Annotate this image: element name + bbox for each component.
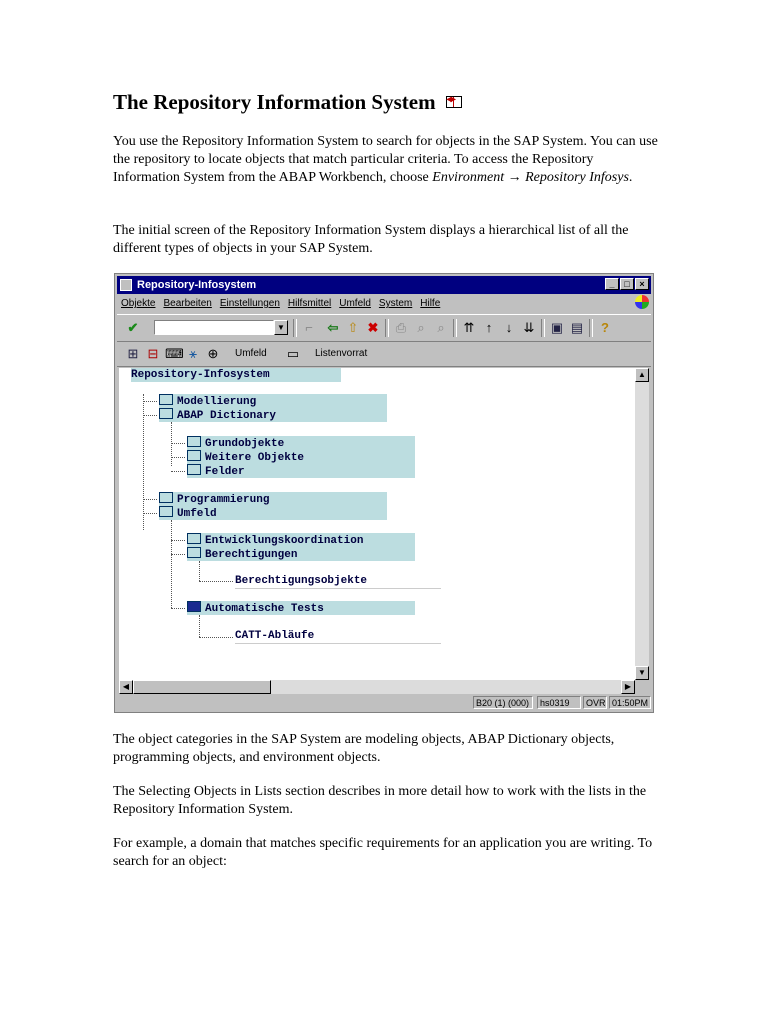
tree-view [119,368,635,680]
expand-subtree-icon[interactable]: ⊞ [127,346,139,361]
enter-check-icon[interactable]: ✔ [127,320,139,335]
toolbar-separator [453,319,457,337]
maximize-icon[interactable]: □ [620,278,634,290]
collapse-subtree-icon[interactable]: ⊟ [147,346,159,361]
scroll-up-icon[interactable]: ▲ [635,368,649,382]
tree-node-catt-ablaeufe[interactable]: CATT-Abläufe [235,629,314,643]
tree-connector [171,443,185,444]
tree-connector [143,499,157,500]
tree-node-umfeld[interactable]: Umfeld [159,506,217,521]
folder-open-icon [187,547,201,558]
menu-umfeld[interactable]: Umfeld [339,298,371,309]
tree-connector [171,457,185,458]
folder-icon [187,436,201,447]
sap-status-icon [635,295,649,309]
tree-node-grundobjekte[interactable]: Grundobjekte [187,436,284,451]
menu-hilfsmittel[interactable]: Hilfsmittel [287,298,332,309]
cancel-icon[interactable]: ✖ [367,320,379,335]
command-field[interactable] [154,320,274,335]
find-icon[interactable]: ⌕ [417,320,425,335]
menu-bar [121,296,448,312]
sap-window [114,273,654,713]
scroll-down-icon[interactable]: ▼ [635,666,649,680]
tree-connector [199,561,200,581]
toolbar-separator [541,319,545,337]
status-bar [117,696,651,710]
categories-paragraph: The object categories in the SAP System are modeling objects, ABAP Dictionary objects, programming objects, and environment objects. [113,732,615,765]
tree-connector [199,615,200,637]
scroll-right-icon[interactable]: ▶ [621,680,635,694]
listenvorrat-button[interactable]: Listenvorrat [315,348,368,359]
tree-connector [199,581,233,582]
tree-node-modellierung[interactable]: Modellierung [159,394,256,409]
tree-node-root[interactable]: Repository-Infosystem [131,368,270,382]
tree-node-entwicklungskoordination[interactable]: Entwicklungskoordination [187,533,363,548]
toolbar-separator [589,319,593,337]
initial-screen-paragraph: The initial screen of the Repository Information System displays a hierarchical list of all the different types of objects in your SAP System. [113,223,629,256]
first-page-icon[interactable]: ⇈ [463,320,475,335]
tree-connector [171,554,185,555]
save-icon[interactable]: ⌐ [305,320,313,335]
command-dropdown-icon[interactable]: ▼ [274,320,288,335]
create-session-icon[interactable]: ▣ [550,320,564,335]
last-page-icon[interactable]: ⇊ [523,320,535,335]
tree-node-abap-dictionary[interactable]: ABAP Dictionary [159,408,276,423]
tree-node-programmierung[interactable]: Programmierung [159,492,269,507]
status-system: B20 (1) (000) [473,696,533,709]
list-icon[interactable]: ▭ [286,346,300,361]
menu-path-repository-infosys: Repository Infosys [525,170,629,185]
where-used-icon[interactable]: ⊕ [207,346,219,361]
tree-connector [143,513,157,514]
folder-open-icon [187,601,201,612]
menu-bearbeiten[interactable]: Bearbeiten [163,298,212,309]
help-icon[interactable]: ? [601,320,609,335]
menu-hilfe[interactable]: Hilfe [420,298,441,309]
minimize-icon[interactable]: _ [605,278,619,290]
folder-icon [187,450,201,461]
tree-node-weitere-objekte[interactable]: Weitere Objekte [187,450,304,465]
status-server: hs0319 [537,696,581,709]
example-paragraph: For example, a domain that matches specific requirements for an application you are writing. To search for an object: [113,836,653,869]
expand-icon[interactable] [446,96,462,108]
hierarchy-icon[interactable]: ⚹ [189,346,197,361]
status-mode: OVR [583,696,607,709]
status-time: 01:50PM [609,696,651,709]
close-icon[interactable]: × [635,278,649,290]
page-title: The Repository Information System◂▸ [113,90,462,115]
previous-page-icon[interactable]: ↑ [485,320,493,335]
horizontal-scrollbar[interactable] [119,680,635,694]
tree-connector [171,540,185,541]
menu-objekte[interactable]: Objekte [121,298,156,309]
folder-icon [159,492,173,503]
folder-open-icon [159,408,173,419]
app-icon [120,279,132,291]
tree-node-automatische-tests[interactable]: Automatische Tests [187,601,324,616]
tree-node-felder[interactable]: Felder [187,464,245,479]
toolbar-separator [293,319,297,337]
tree-connector [171,422,172,466]
vertical-scrollbar[interactable] [635,368,649,680]
folder-icon [187,464,201,475]
tree-node-berechtigungen[interactable]: Berechtigungen [187,547,297,562]
tree-node-berechtigungsobjekte[interactable]: Berechtigungsobjekte [235,574,367,588]
folder-open-icon [159,506,173,517]
display-icon[interactable]: ⌨ [165,346,184,361]
next-page-icon[interactable]: ↓ [505,320,513,335]
horizontal-scroll-thumb[interactable] [133,680,271,694]
menu-path-environment: Environment [432,170,505,185]
folder-icon [159,394,173,405]
shortcut-icon[interactable]: ▤ [570,320,584,335]
print-icon[interactable]: ⎙ [395,320,407,335]
window-titlebar [117,276,651,294]
exit-icon[interactable]: ⇧ [347,320,359,335]
umfeld-button[interactable]: Umfeld [235,348,267,359]
application-toolbar [117,342,651,367]
folder-icon [187,533,201,544]
scroll-left-icon[interactable]: ◀ [119,680,133,694]
tree-connector [171,520,172,608]
find-next-icon[interactable]: ⌕ [437,320,445,335]
selecting-objects-paragraph: The Selecting Objects in Lists section describes in more detail how to work with the lists in the Repository Information System. [113,784,647,817]
menu-einstellungen[interactable]: Einstellungen [219,298,280,309]
tree-connector [143,415,157,416]
intro-paragraph: You use the Repository Information System to search for objects in the SAP System. You can use the repository to locate objects that match particular criteria. To access the Repository Information System from the ABAP Workbench, choose Environment → Repository Infosys. [113,134,658,185]
tree-connector [171,471,185,472]
toolbar-separator [385,319,389,337]
back-icon[interactable]: ⇦ [327,320,339,335]
tree-connector [143,401,157,402]
window-title: Repository-Infosystem [137,279,257,291]
standard-toolbar [117,314,651,342]
menu-system[interactable]: System [378,298,413,309]
tree-connector [199,637,233,638]
tree-connector [171,608,185,609]
